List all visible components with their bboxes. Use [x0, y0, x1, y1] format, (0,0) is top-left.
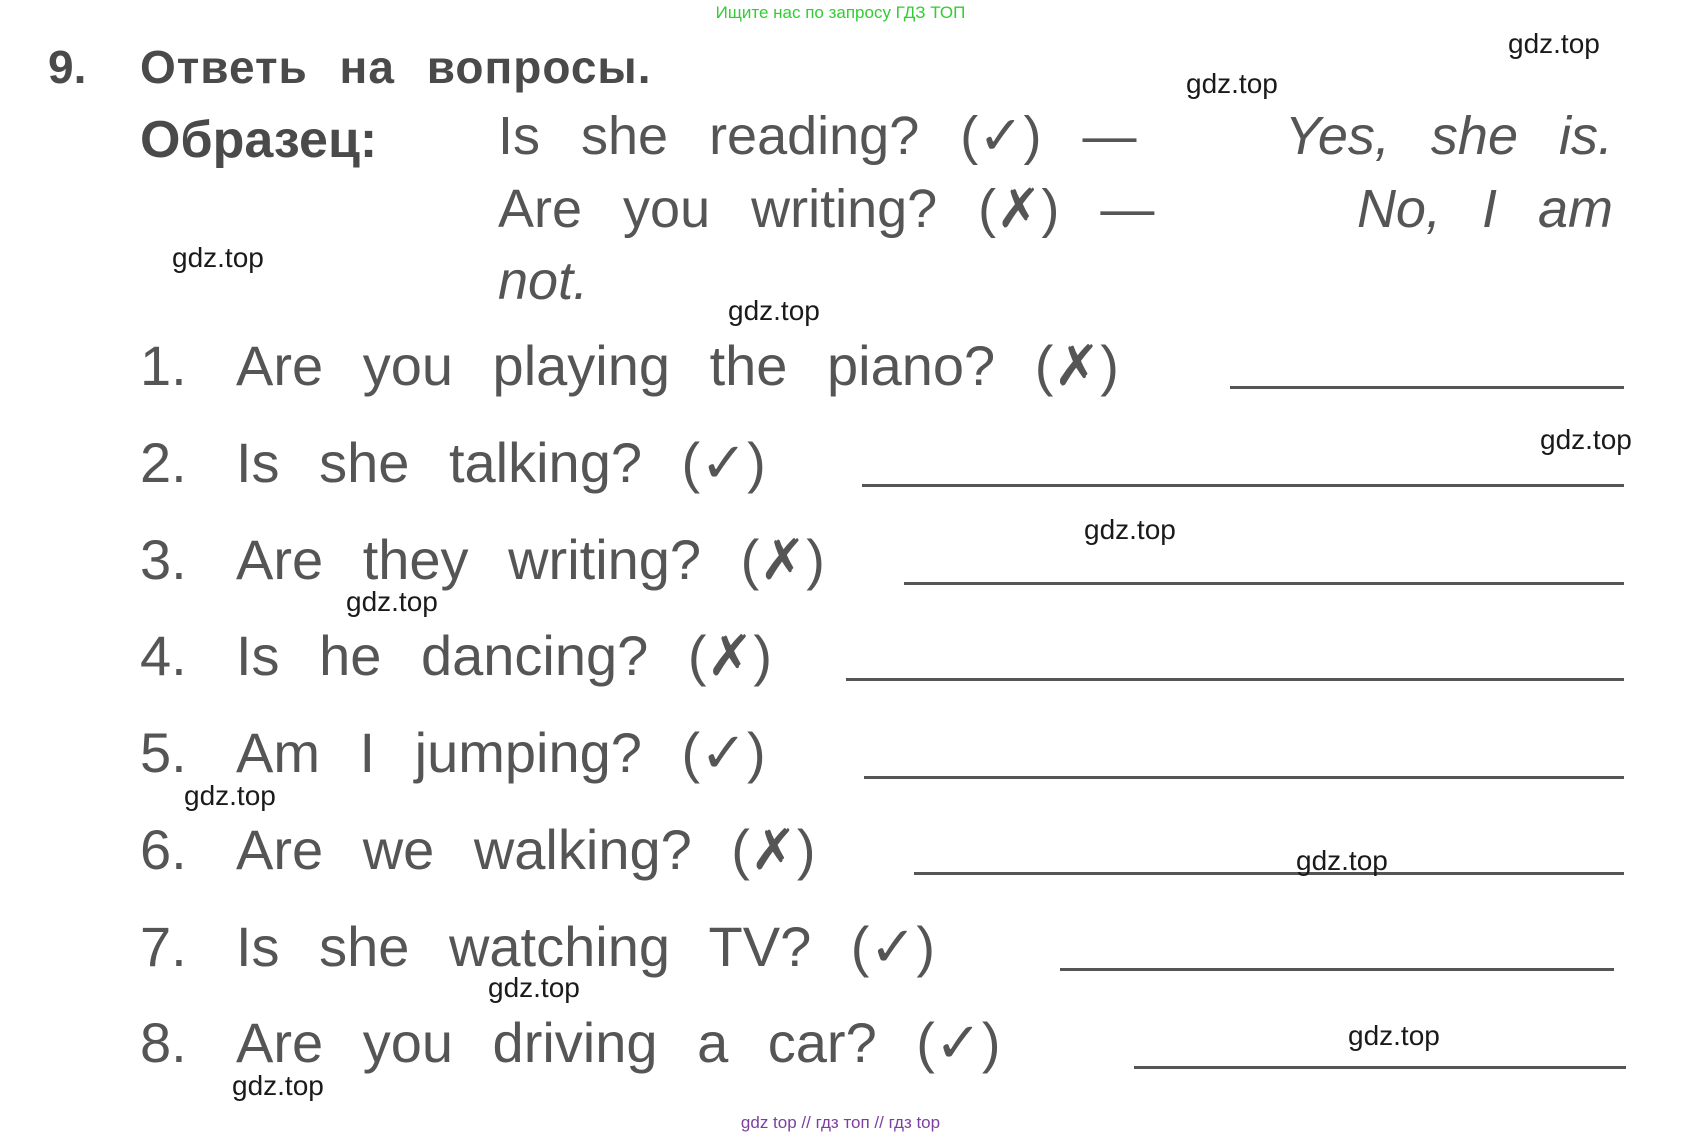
question-item: 7. Is she watching TV? (✓) — [140, 915, 936, 978]
sample-question-2: Are you writing? (✗) — — [498, 179, 1155, 239]
answer-line-1[interactable] — [1230, 386, 1624, 389]
question-item: 5. Am I jumping? (✓) — [140, 721, 766, 784]
bottom-banner: gdz top // гдз топ // гдз top — [740, 1113, 941, 1132]
answer-line-4[interactable] — [846, 678, 1624, 681]
answer-line-7[interactable] — [1060, 968, 1614, 971]
watermark-text: gdz.top — [172, 242, 264, 273]
answer-line-2[interactable] — [862, 484, 1624, 487]
question-item: 4. Is he dancing? (✗) — [140, 624, 773, 687]
answer-line-8[interactable] — [1134, 1066, 1626, 1069]
sample-line-1 — [498, 104, 1613, 167]
watermark-text: gdz.top — [1186, 68, 1278, 99]
answer-line-5[interactable] — [864, 776, 1624, 779]
exercise-number: 9. — [48, 41, 87, 93]
watermark-text: gdz.top — [1348, 1020, 1440, 1051]
question-item: 3. Are they writing? (✗) — [140, 528, 825, 591]
sample-label: Образец: — [140, 111, 378, 169]
question-item: 6. Are we walking? (✗) — [140, 818, 816, 881]
sample-line-2 — [498, 177, 1613, 240]
watermark-text: gdz.top — [346, 586, 438, 617]
watermark-text: gdz.top — [1296, 845, 1388, 876]
watermark-text: gdz.top — [488, 972, 580, 1003]
answer-line-3[interactable] — [904, 582, 1624, 585]
sample-question-1: Is she reading? (✓) — — [498, 106, 1137, 166]
sample-answer-1: Yes, she is. — [1284, 106, 1613, 166]
watermark-text: gdz.top — [232, 1070, 324, 1101]
answer-line-6[interactable] — [914, 872, 1624, 875]
watermark-text: gdz.top — [1508, 28, 1600, 59]
watermark-text: gdz.top — [184, 780, 276, 811]
watermark-text: gdz.top — [1540, 424, 1632, 455]
sample-line-3: not. — [498, 251, 589, 311]
question-item: 1. Are you playing the piano? (✗) — [140, 334, 1119, 397]
question-item: 2. Is she talking? (✓) — [140, 431, 766, 494]
exercise-title: Ответь на вопросы. — [140, 41, 652, 93]
top-banner: Ищите нас по запросу ГДЗ ТОП — [715, 3, 966, 22]
watermark-text: gdz.top — [1084, 514, 1176, 545]
sample-answer-2: No, I am — [1356, 179, 1613, 239]
watermark-text: gdz.top — [728, 295, 820, 326]
question-item: 8. Are you driving a car? (✓) — [140, 1011, 1001, 1074]
